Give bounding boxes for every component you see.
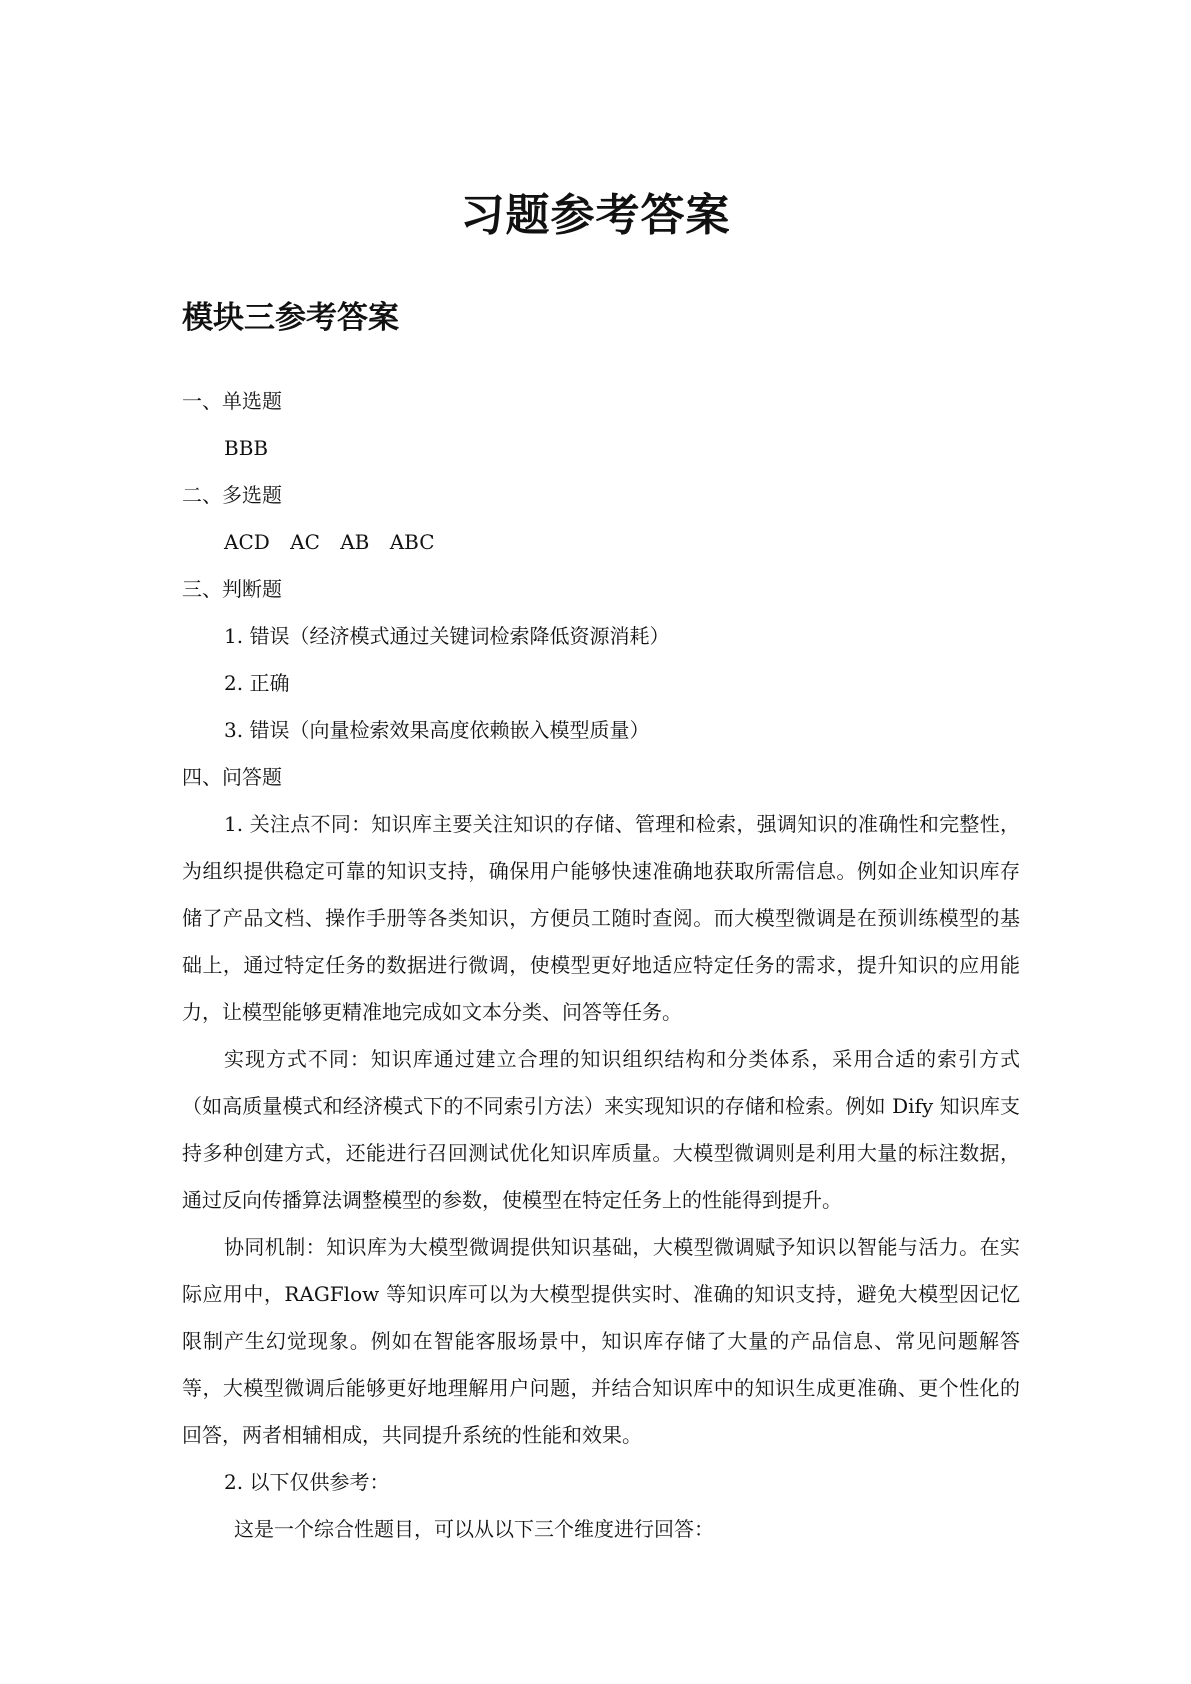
section-heading-qa: 四、问答题 [182, 765, 282, 789]
qa-item-2-intro: 这是一个综合性题目，可以从以下三个维度进行回答： [234, 1517, 714, 1541]
multi-choice-answer: ACD AC AB ABC [224, 530, 435, 554]
section-heading-true-false: 三、判断题 [182, 577, 282, 601]
qa-paragraph-synergy: 协同机制：知识库为大模型微调提供知识基础，大模型微调赋予知识以智能与活力。在实际应用中，RAGFlow 等知识库可以为大模型提供实时、准确的知识支持，避免大模型因记忆限制产生幻觉现象。例如在智能客服场景中，知识库存储了大量的产品信息、常见问题解答等，大模型微调后能够更好地理解用户问题，并结合知识库中的知识生成更准确、更个性化的回答，两者相辅相成，共同提升系统的性能和效果。 [182, 1235, 1020, 1447]
section-heading-single-choice: 一、单选题 [182, 389, 282, 413]
true-false-item-1: 1. 错误（经济模式通过关键词检索降低资源消耗） [224, 624, 670, 648]
qa-paragraph-focus: 1. 关注点不同：知识库主要关注知识的存储、管理和检索，强调知识的准确性和完整性，为组织提供稳定可靠的知识支持，确保用户能够快速准确地获取所需信息。例如企业知识库存储了产品文档、操作手册等各类知识，方便员工随时查阅。而大模型微调是在预训练模型的基础上，通过特定任务的数据进行微调，使模型更好地适应特定任务的需求，提升知识的应用能力，让模型能够更精准地完成如文本分类、问答等任务。 [182, 812, 1020, 1024]
module-heading: 模块三参考答案 [182, 300, 399, 336]
true-false-item-3: 3. 错误（向量检索效果高度依赖嵌入模型质量） [224, 718, 650, 742]
document-title: 习题参考答案 [460, 190, 731, 241]
qa-paragraph-implementation: 实现方式不同：知识库通过建立合理的知识组织结构和分类体系，采用合适的索引方式（如高质量模式和经济模式下的不同索引方法）来实现知识的存储和检索。例如 Dify 知识库支持多种创建方式，还能进行召回测试优化知识库质量。大模型微调则是利用大量的标注数据，通过反向传播算法调整模型的参数，使模型在特定任务上的性能得到提升。 [182, 1047, 1020, 1212]
document-body [182, 378, 1020, 1553]
qa-item-2: 2. 以下仅供参考： [224, 1470, 390, 1494]
true-false-item-2: 2. 正确 [224, 671, 290, 695]
single-choice-answer: BBB [224, 436, 269, 460]
section-heading-multi-choice: 二、多选题 [182, 483, 282, 507]
